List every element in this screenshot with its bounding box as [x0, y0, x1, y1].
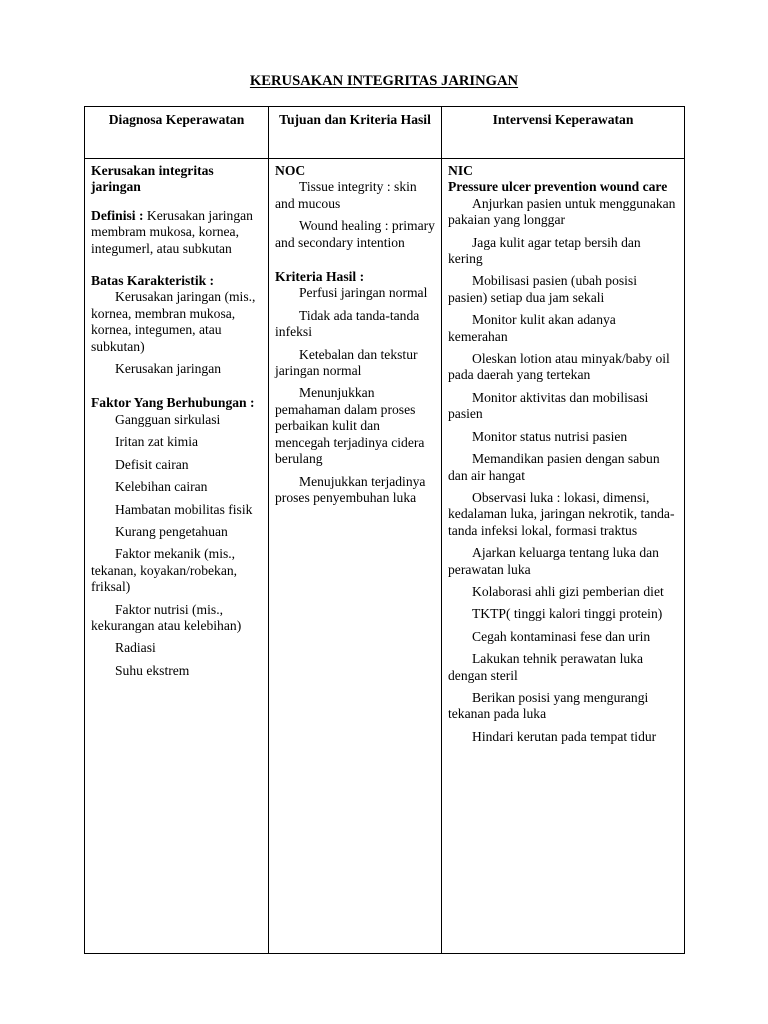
batas-label: Batas Karakteristik :: [91, 273, 215, 289]
nic-item: Oleskan lotion atau minyak/baby oil pada daerah yang tertekan: [448, 351, 670, 383]
nic-item: Mobilisasi pasien (ubah posisi pasien) setiap dua jam sekali: [448, 273, 638, 305]
document-title: KERUSAKAN INTEGRITAS JARINGAN: [249, 73, 519, 89]
nursing-care-table: [84, 106, 685, 954]
nic-item: Lakukan tehnik perawatan luka dengan steril: [448, 651, 643, 683]
definisi-paragraph: [91, 208, 262, 257]
faktor-item: Hambatan mobilitas fisik: [115, 501, 253, 517]
kriteria-item: Perfusi jaringan normal: [299, 285, 428, 301]
faktor-label: Faktor Yang Berhubungan :: [91, 395, 255, 411]
faktor-item: Radiasi: [115, 640, 156, 656]
nic-item: TKTP( tinggi kalori tinggi protein): [472, 606, 663, 622]
batas-item: Kerusakan jaringan (mis., kornea, membran mukosa, kornea, integumen, atau subkutan): [91, 289, 256, 354]
intervensi-cell: [442, 159, 685, 954]
nic-item: Berikan posisi yang mengurangi tekanan pada luka: [448, 689, 649, 722]
faktor-item: Faktor nutrisi (mis., kekurangan atau kelebihan): [91, 601, 242, 633]
definisi-label: Definisi :: [91, 207, 144, 223]
definisi-text: Kerusakan jaringan membram mukosa, kornea, integumerl, atau subkutan: [91, 207, 253, 256]
faktor-item: Faktor mekanik (mis., tekanan, koyakan/robekan, friksal): [91, 546, 238, 595]
faktor-item: Suhu ekstrem: [115, 662, 190, 678]
nic-item: Observasi luka : lokasi, dimensi, kedalaman luka, jaringan nekrotik, tanda-tanda infeksi lokal, formasi traktus: [448, 489, 675, 538]
faktor-item: Kurang pengetahuan: [115, 523, 228, 539]
nic-item: Anjurkan pasien untuk menggunakan pakaian yang longgar: [448, 195, 676, 228]
nic-item: Kolaborasi ahli gizi pemberian diet: [472, 583, 664, 599]
nic-label: NIC: [448, 163, 473, 178]
kriteria-item: Ketebalan dan tekstur jaringan normal: [275, 346, 418, 379]
diagnosa-cell: [85, 159, 269, 954]
header-intervensi: Intervensi Keperawatan: [442, 107, 685, 159]
tujuan-cell: [269, 159, 442, 954]
kriteria-item: Tidak ada tanda-tanda infeksi: [275, 307, 420, 340]
nic-item: Cegah kontaminasi fese dan urin: [472, 628, 651, 644]
nic-subtitle: Pressure ulcer prevention wound care: [448, 179, 668, 195]
nic-item: Monitor aktivitas dan mobilisasi pasien: [448, 389, 649, 422]
diagnosis-title: Kerusakan integritas jaringan: [91, 163, 214, 195]
table-body-row: [85, 159, 685, 954]
noc-item: Wound healing : primary and secondary intention: [275, 218, 435, 250]
faktor-item: Kelebihan cairan: [115, 479, 208, 495]
header-tujuan: Tujuan dan Kriteria Hasil: [269, 107, 442, 159]
batas-item: Kerusakan jaringan: [115, 361, 222, 377]
nic-item: Hindari kerutan pada tempat tidur: [472, 728, 657, 744]
header-diagnosa: Diagnosa Keperawatan: [85, 107, 269, 159]
nic-item: Jaga kulit agar tetap bersih dan kering: [448, 234, 641, 267]
faktor-item: Gangguan sirkulasi: [115, 411, 221, 427]
faktor-item: Defisit cairan: [115, 456, 189, 472]
kriteria-label: Kriteria Hasil :: [275, 269, 365, 285]
table-header-row: [85, 107, 685, 159]
nic-item: Memandikan pasien dengan sabun dan air hangat: [448, 451, 660, 483]
noc-label: NOC: [275, 163, 306, 178]
faktor-item: Iritan zat kimia: [115, 434, 199, 450]
kriteria-item: Menunjukkan pemahaman dalam proses perbaikan kulit dan mencegah terjadinya cidera berulang: [275, 385, 425, 467]
nic-item: Monitor kulit akan adanya kemerahan: [448, 312, 616, 344]
nic-item: Ajarkan keluarga tentang luka dan perawatan luka: [448, 545, 659, 577]
kriteria-item: Menujukkan terjadinya proses penyembuhan luka: [275, 473, 426, 505]
noc-item: Tissue integrity : skin and mucous: [275, 179, 417, 211]
nic-item: Monitor status nutrisi pasien: [472, 428, 628, 444]
